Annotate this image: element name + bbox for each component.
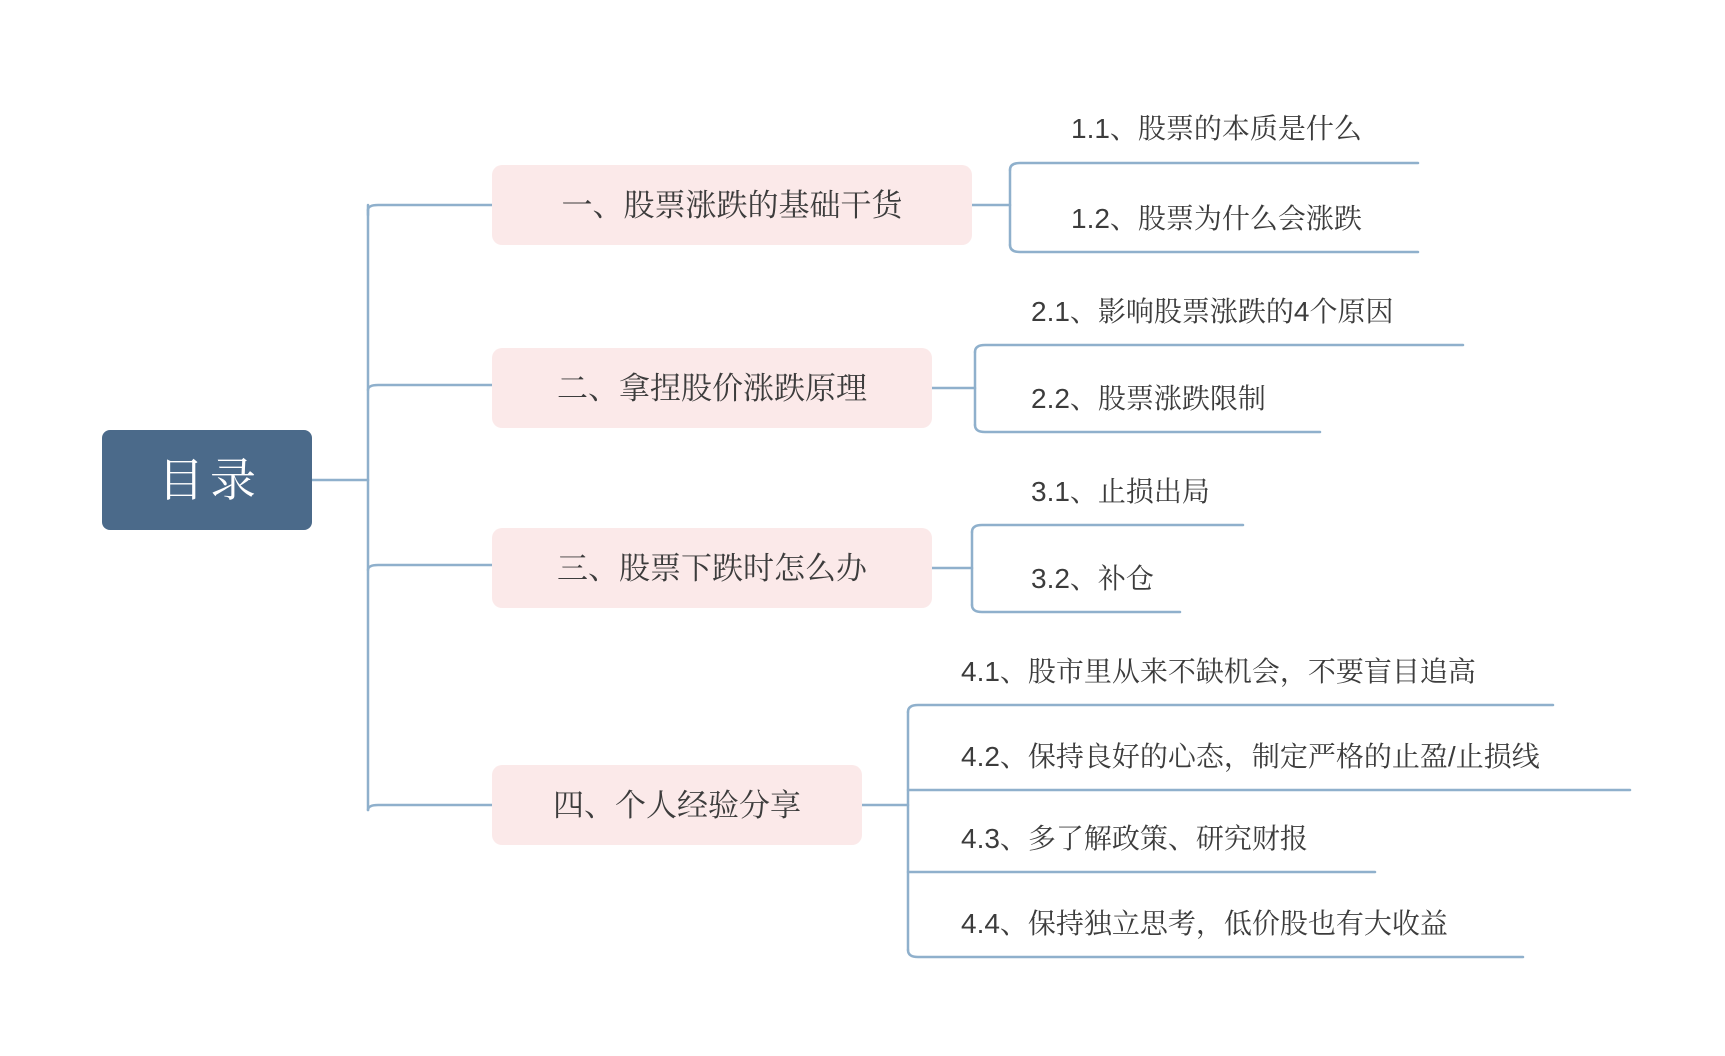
branch-label: 二、拿捏股价涨跌原理 [557,370,867,406]
leaf-node-4-4[interactable] [955,895,1454,953]
leaf-label: 1.1、股票的本质是什么 [1071,113,1362,144]
leaf-node-4-2[interactable] [955,728,1546,786]
branch-node-3[interactable] [492,528,932,608]
leaf-node-1-2[interactable] [1065,190,1368,248]
branch-node-1[interactable] [492,165,972,245]
leaf-node-4-1[interactable] [955,643,1482,701]
branch-label: 一、股票涨跌的基础干货 [561,187,903,223]
root-label: 目录 [158,454,262,506]
mindmap-root-node[interactable] [102,430,312,530]
leaf-node-2-2[interactable] [1025,370,1272,428]
leaf-label: 4.4、保持独立思考，低价股也有大收益 [961,908,1448,939]
leaf-label: 4.2、保持良好的心态，制定严格的止盈/止损线 [961,741,1540,772]
leaf-label: 2.2、股票涨跌限制 [1031,383,1266,414]
leaf-label: 1.2、股票为什么会涨跌 [1071,203,1362,234]
leaf-node-1-1[interactable] [1065,100,1368,158]
leaf-label: 3.2、补仓 [1031,563,1154,594]
branch-label: 四、个人经验分享 [553,787,801,823]
leaf-node-3-2[interactable] [1025,550,1160,608]
leaf-label: 4.1、股市里从来不缺机会，不要盲目追高 [961,656,1476,687]
leaf-label: 4.3、多了解政策、研究财报 [961,823,1308,854]
leaf-node-4-3[interactable] [955,810,1314,868]
leaf-label: 3.1、止损出局 [1031,476,1210,507]
leaf-node-3-1[interactable] [1025,463,1216,521]
branch-node-4[interactable] [492,765,862,845]
leaf-label: 2.1、影响股票涨跌的4个原因 [1031,296,1394,327]
branch-node-2[interactable] [492,348,932,428]
leaf-node-2-1[interactable] [1025,283,1400,341]
branch-label: 三、股票下跌时怎么办 [557,550,867,586]
